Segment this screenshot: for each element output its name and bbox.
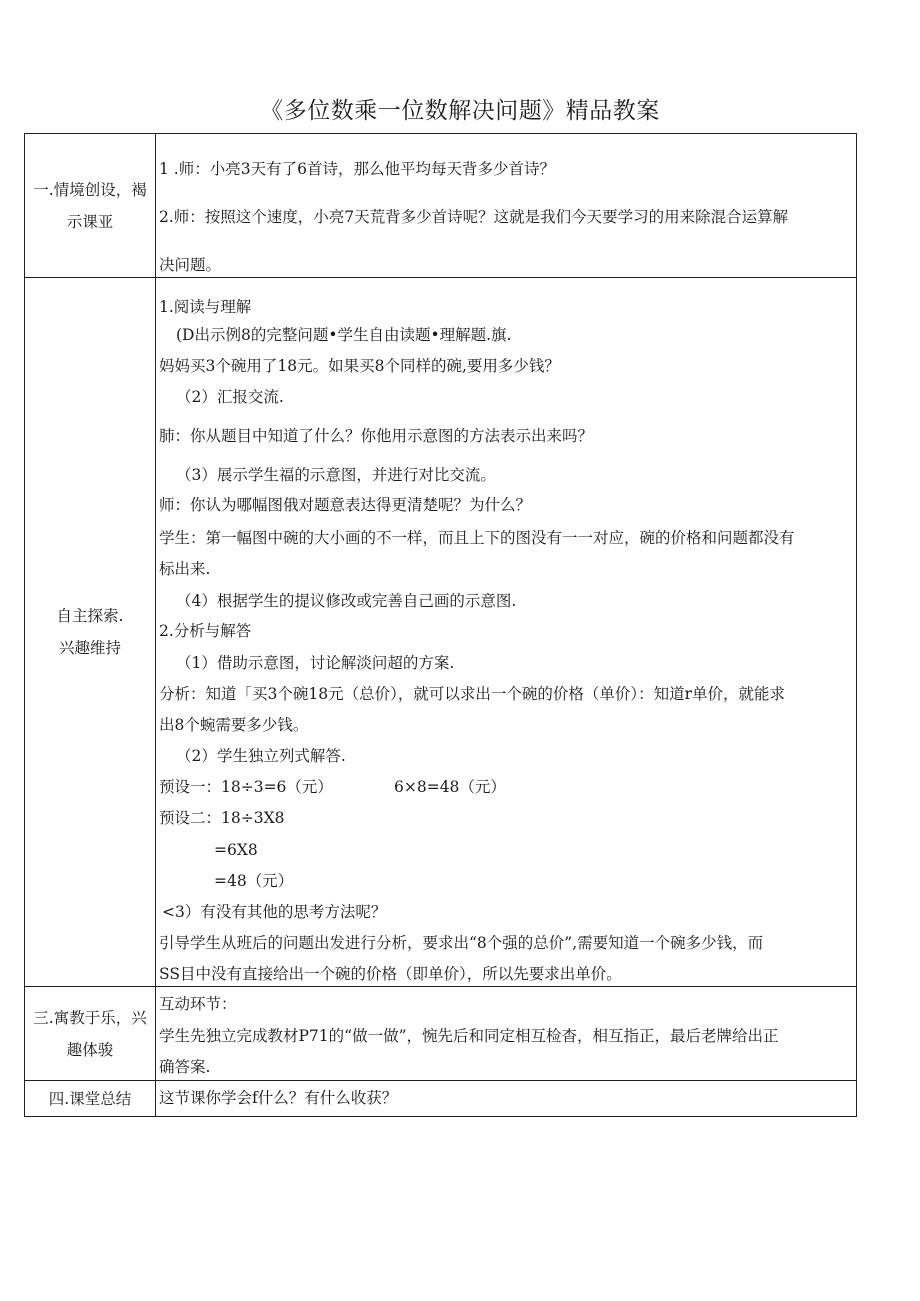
section-label-line: 兴趣维持	[58, 639, 121, 657]
content-line: (D出示例8的完整问题•学生自由读题•理解题.旗.	[176, 326, 512, 344]
section-label-line: 自主探索.	[56, 607, 124, 625]
content-line: 确答案.	[159, 1058, 211, 1076]
section-label	[25, 278, 156, 986]
content-line: （2）汇报交流.	[176, 388, 284, 406]
section-label	[25, 134, 156, 277]
content-line: （3）展示学生福的示意图，并进行对比交流。	[176, 466, 496, 484]
section-label-line: 三.寓教于乐，兴	[33, 1008, 147, 1027]
section-label-line: 趣体骏	[66, 1040, 114, 1059]
section-intro	[24, 133, 857, 277]
content-line: 预设一：18÷3=6（元）	[159, 778, 333, 796]
content-line: 这节课你学会f什么？有什么收获？	[159, 1089, 398, 1107]
content-line: 学生：第一幅图中碗的大小画的不一样，而且上下的图没有一一对应，碗的价格和问题都没有	[159, 529, 795, 547]
section-content	[156, 1081, 856, 1116]
section-content	[156, 134, 856, 277]
content-line: 肺：你从题目中知道了什么？你他用示意图的方法表示出来吗？	[159, 427, 594, 445]
content-line: 6×8=48（元）	[394, 778, 506, 796]
page-title: 《多位数乘一位数解决问题》精品教案	[260, 98, 660, 124]
section-label-line: 四.课堂总结	[48, 1089, 132, 1108]
section-label-line: 示课亚	[66, 212, 114, 231]
content-line: （4）根据学生的提议修改或完善自己画的示意图.	[176, 592, 517, 610]
content-line: 分析：知道「买3个碗18元（总价），就可以求出一个碗的价格（单价）：知道r单价，就能求	[159, 685, 785, 703]
content-line: 引导学生从班后的问题出发进行分析，要求出“8个强的总价”,需要知道一个碗多少钱，而	[159, 934, 764, 952]
section-content	[156, 278, 856, 986]
section-content	[156, 987, 856, 1080]
content-line: =48（元）	[214, 872, 294, 890]
content-line: <3）有没有其他的思考方法呢？	[162, 903, 387, 921]
content-line: 预设二：18÷3X8	[159, 809, 285, 827]
content-line: 学生先独立完成教材P71的“做一做”，惋先后和同定相互检杳，相互指正，最后老牌给出正	[159, 1027, 779, 1045]
section-label-line: 一.情境创设，褐	[33, 180, 147, 199]
section-label	[25, 987, 156, 1080]
content-line: 决问题。	[159, 256, 222, 274]
content-line: 2.分析与解答	[159, 622, 252, 640]
content-line: 标出来.	[159, 560, 211, 578]
content-line: =6X8	[214, 841, 258, 859]
content-line: 1.阅读与理解	[159, 298, 252, 316]
content-line: 1 .师：小亮3天有了6首诗，那么他平均每天背多少首诗？	[159, 160, 555, 178]
content-line: SS目中没有直接给出一个碗的价格（即单价），所以先要求出单价。	[159, 965, 622, 983]
section-summary	[24, 1080, 857, 1117]
content-line: 出8个蜿需要多少钱。	[159, 716, 309, 734]
section-label	[25, 1081, 156, 1116]
content-line: （1）借助示意图，讨论解淡问超的方案.	[176, 654, 455, 672]
content-line: （2）学生独立列式解答.	[176, 747, 346, 765]
content-line: 互动环节：	[159, 995, 237, 1013]
content-line: 2.师：按照这个速度，小亮7天荒背多少首诗呢？这就是我们今天要学习的用来除混合运算解	[159, 208, 789, 226]
content-line: 妈妈买3个碗用了18元。如果买8个同样的碗,要用多少钱？	[159, 357, 560, 375]
section-explore	[24, 277, 857, 986]
section-activity	[24, 986, 857, 1080]
content-line: 师：你认为哪幅图俄对题意表达得更清楚呢？为什么？	[159, 496, 532, 514]
